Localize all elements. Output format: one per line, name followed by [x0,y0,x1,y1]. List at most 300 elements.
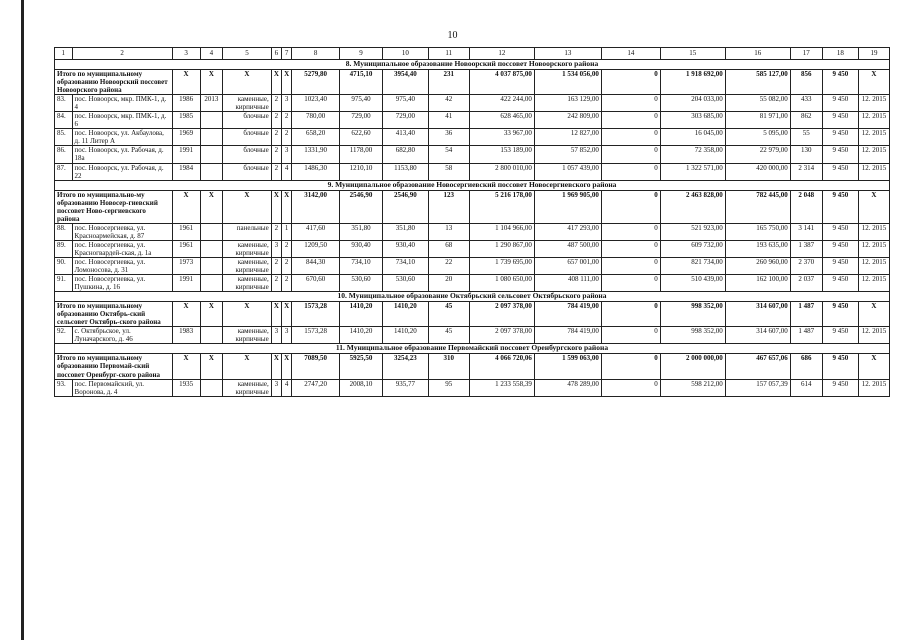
cell-col-4 [200,163,223,180]
total-cell-12: 2 097 378,00 [469,302,534,327]
total-cell-17: 686 [790,354,822,379]
cell-col-14: 0 [601,146,660,163]
cell-col-7: 2 [282,257,292,274]
address-cell: пос. Новоорск, ул. Рабочая, д. 22 [72,163,172,180]
total-cell-8: 7089,50 [292,354,339,379]
cell-col-6: 2 [271,257,281,274]
cell-col-11: 58 [428,163,469,180]
row-number: 93. [55,379,73,396]
table-row [55,379,890,396]
cell-col-10: 1153,80 [383,163,428,180]
cell-col-9: 1410,20 [339,327,382,344]
cell-col-16: 193 635,00 [725,240,790,257]
total-cell-7: X [282,190,292,223]
cell-col-5: каменные, кирпичные [223,275,272,292]
cell-col-7: 3 [282,146,292,163]
cell-col-4 [200,146,223,163]
cell-col-9: 2008,10 [339,379,382,396]
cell-col-7: 3 [282,327,292,344]
cell-col-14: 0 [601,275,660,292]
cell-col-14: 0 [601,327,660,344]
total-label: Итого по муниципальному образованию Первомай-ский поссовет Оренбург-ского района [55,354,173,379]
cell-col-7: 3 [282,95,292,112]
cell-col-13: 408 111,00 [534,275,601,292]
column-number-4: 4 [200,48,223,60]
cell-col-18: 9 450 [822,327,858,344]
cell-col-6: 2 [271,275,281,292]
cell-col-19: 12. 2015 [858,112,889,129]
cell-col-11: 45 [428,327,469,344]
total-cell-10: 3954,40 [383,70,428,95]
cell-col-3: 1961 [172,240,200,257]
cell-col-13: 417 293,00 [534,223,601,240]
column-number-11: 11 [428,48,469,60]
cell-col-14: 0 [601,257,660,274]
total-cell-18: 9 450 [822,190,858,223]
total-cell-8: 3142,00 [292,190,339,223]
total-cell-6: X [271,354,281,379]
cell-col-7: 2 [282,112,292,129]
cell-col-11: 68 [428,240,469,257]
row-number: 92. [55,327,73,344]
cell-col-5: панельные [223,223,272,240]
cell-col-3: 1961 [172,223,200,240]
cell-col-8: 1023,40 [292,95,339,112]
total-cell-12: 4 066 720,06 [469,354,534,379]
cell-col-11: 20 [428,275,469,292]
total-cell-9: 4715,10 [339,70,382,95]
table-body [55,60,890,397]
cell-col-12: 1 233 558,39 [469,379,534,396]
cell-col-4 [200,112,223,129]
cell-col-6: 3 [271,379,281,396]
address-cell: пос. Новосергиевка, ул. Ломоносова, д. 31 [72,257,172,274]
cell-col-4 [200,240,223,257]
cell-col-17: 433 [790,95,822,112]
cell-col-10: 413,40 [383,129,428,146]
cell-col-4 [200,257,223,274]
address-cell: пос. Новоорск, мкр. ПМК-1, д. 4 [72,95,172,112]
cell-col-18: 9 450 [822,146,858,163]
total-cell-13: 1 969 905,00 [534,190,601,223]
address-cell: пос. Новосергиевка, ул. Пушкина, д. 16 [72,275,172,292]
cell-col-16: 22 979,00 [725,146,790,163]
cell-col-13: 657 001,00 [534,257,601,274]
cell-col-9: 1210,10 [339,163,382,180]
total-row [55,70,890,95]
cell-col-13: 163 129,00 [534,95,601,112]
column-number-row [55,48,890,60]
column-number-6: 6 [271,48,281,60]
cell-col-8: 1331,90 [292,146,339,163]
total-cell-6: X [271,302,281,327]
table-row [55,95,890,112]
cell-col-3: 1973 [172,257,200,274]
cell-col-7: 4 [282,379,292,396]
column-number-7: 7 [282,48,292,60]
cell-col-13: 242 809,00 [534,112,601,129]
cell-col-8: 1209,50 [292,240,339,257]
total-cell-3: X [172,190,200,223]
cell-col-12: 1 739 695,00 [469,257,534,274]
table-row [55,327,890,344]
cell-col-12: 2 097 378,00 [469,327,534,344]
cell-col-14: 0 [601,95,660,112]
cell-col-6: 2 [271,112,281,129]
total-cell-15: 998 352,00 [660,302,725,327]
cell-col-9: 530,60 [339,275,382,292]
cell-col-18: 9 450 [822,275,858,292]
column-number-18: 18 [822,48,858,60]
column-number-13: 13 [534,48,601,60]
cell-col-15: 303 685,00 [660,112,725,129]
total-cell-10: 1410,20 [383,302,428,327]
cell-col-11: 95 [428,379,469,396]
section-header-row [55,344,890,354]
table-row [55,112,890,129]
cell-col-11: 22 [428,257,469,274]
total-cell-11: 123 [428,190,469,223]
total-cell-3: X [172,302,200,327]
cell-col-3: 1983 [172,327,200,344]
cell-col-18: 9 450 [822,379,858,396]
cell-col-10: 530,60 [383,275,428,292]
total-label: Итого по муниципально-му образованию Новосер-гиевский поссовет Ново-сергиевского района [55,190,173,223]
cell-col-19: 12. 2015 [858,223,889,240]
total-cell-16: 467 657,06 [725,354,790,379]
cell-col-5: каменные, кирпичные [223,240,272,257]
cell-col-7: 2 [282,240,292,257]
page-number: 10 [447,30,458,41]
total-cell-14: 0 [601,302,660,327]
total-cell-18: 9 450 [822,70,858,95]
column-number-12: 12 [469,48,534,60]
total-cell-17: 2 048 [790,190,822,223]
cell-col-10: 935,77 [383,379,428,396]
section-header-row [55,180,890,190]
column-number-9: 9 [339,48,382,60]
table-row [55,163,890,180]
cell-col-17: 2 314 [790,163,822,180]
cell-col-18: 9 450 [822,95,858,112]
column-number-17: 17 [790,48,822,60]
total-cell-13: 1 534 056,00 [534,70,601,95]
cell-col-15: 821 734,00 [660,257,725,274]
cell-col-6: 2 [271,129,281,146]
cell-col-14: 0 [601,240,660,257]
section-title: 9. Муниципальное образование Новосергиевский поссовет Новосергиевского района [55,180,890,190]
total-cell-6: X [271,190,281,223]
table-row [55,240,890,257]
table-row [55,275,890,292]
cell-col-8: 1486,30 [292,163,339,180]
cell-col-5: каменные, кирпичные [223,327,272,344]
total-cell-19: X [858,190,889,223]
total-cell-11: 231 [428,70,469,95]
cell-col-15: 1 322 571,00 [660,163,725,180]
cell-col-8: 417,60 [292,223,339,240]
total-label: Итого по муниципальному образованию Новоорский поссовет Новоорского района [55,70,173,95]
address-cell: пос. Новоорск, мкр. ПМК-1, д. 6 [72,112,172,129]
address-cell: пос. Первомайский, ул. Воронова, д. 4 [72,379,172,396]
total-cell-17: 856 [790,70,822,95]
cell-col-3: 1991 [172,275,200,292]
total-cell-14: 0 [601,70,660,95]
section-header-row [55,292,890,302]
column-number-2: 2 [72,48,172,60]
cell-col-14: 0 [601,223,660,240]
total-cell-7: X [282,302,292,327]
total-cell-5: X [223,302,272,327]
cell-col-10: 1410,20 [383,327,428,344]
cell-col-6: 2 [271,146,281,163]
cell-col-19: 12. 2015 [858,95,889,112]
cell-col-10: 975,40 [383,95,428,112]
total-cell-3: X [172,70,200,95]
total-row [55,190,890,223]
row-number: 89. [55,240,73,257]
cell-col-15: 16 045,00 [660,129,725,146]
cell-col-16: 165 750,00 [725,223,790,240]
cell-col-10: 930,40 [383,240,428,257]
cell-col-17: 1 487 [790,327,822,344]
cell-col-16: 314 607,00 [725,327,790,344]
row-number: 84. [55,112,73,129]
total-cell-9: 1410,20 [339,302,382,327]
total-cell-9: 2546,90 [339,190,382,223]
row-number: 91. [55,275,73,292]
cell-col-19: 12. 2015 [858,327,889,344]
cell-col-3: 1969 [172,129,200,146]
cell-col-5: блочные [223,163,272,180]
total-cell-8: 5279,80 [292,70,339,95]
total-cell-7: X [282,70,292,95]
cell-col-19: 12. 2015 [858,146,889,163]
cell-col-16: 81 971,00 [725,112,790,129]
cell-col-18: 9 450 [822,223,858,240]
cell-col-16: 157 057,39 [725,379,790,396]
table-row [55,146,890,163]
cell-col-12: 422 244,00 [469,95,534,112]
total-cell-12: 5 216 178,00 [469,190,534,223]
total-label: Итого по муниципальному образованию Октябрь-ский сельсовет Октябрь-ского района [55,302,173,327]
total-cell-19: X [858,302,889,327]
row-number: 90. [55,257,73,274]
cell-col-16: 162 100,00 [725,275,790,292]
table-header [55,48,890,60]
cell-col-15: 72 358,00 [660,146,725,163]
total-cell-16: 314 607,00 [725,302,790,327]
section-header-row [55,60,890,70]
cell-col-13: 784 419,00 [534,327,601,344]
cell-col-7: 4 [282,163,292,180]
total-cell-5: X [223,70,272,95]
cell-col-16: 5 095,00 [725,129,790,146]
binding-edge-line [21,0,24,640]
total-cell-15: 2 000 000,00 [660,354,725,379]
cell-col-3: 1991 [172,146,200,163]
cell-col-19: 12. 2015 [858,379,889,396]
cell-col-9: 729,00 [339,112,382,129]
cell-col-9: 930,40 [339,240,382,257]
total-cell-7: X [282,354,292,379]
cell-col-3: 1984 [172,163,200,180]
total-cell-14: 0 [601,190,660,223]
cell-col-7: 2 [282,129,292,146]
cell-col-8: 780,00 [292,112,339,129]
row-number: 88. [55,223,73,240]
cell-col-11: 42 [428,95,469,112]
cell-col-16: 420 000,00 [725,163,790,180]
cell-col-17: 862 [790,112,822,129]
total-cell-4: X [200,190,223,223]
cell-col-17: 55 [790,129,822,146]
total-cell-4: X [200,302,223,327]
cell-col-6: 2 [271,163,281,180]
cell-col-11: 41 [428,112,469,129]
column-number-15: 15 [660,48,725,60]
total-cell-5: X [223,354,272,379]
cell-col-17: 130 [790,146,822,163]
cell-col-9: 622,60 [339,129,382,146]
total-cell-5: X [223,190,272,223]
cell-col-15: 521 923,00 [660,223,725,240]
cell-col-12: 628 465,00 [469,112,534,129]
total-cell-13: 1 599 063,00 [534,354,601,379]
total-cell-18: 9 450 [822,302,858,327]
total-cell-3: X [172,354,200,379]
cell-col-17: 2 037 [790,275,822,292]
cell-col-13: 57 852,00 [534,146,601,163]
cell-col-11: 54 [428,146,469,163]
housing-register-table [54,47,890,397]
total-cell-11: 45 [428,302,469,327]
cell-col-8: 2747,20 [292,379,339,396]
total-cell-4: X [200,354,223,379]
cell-col-12: 153 189,00 [469,146,534,163]
cell-col-12: 33 967,00 [469,129,534,146]
cell-col-10: 351,80 [383,223,428,240]
cell-col-9: 351,80 [339,223,382,240]
table-row [55,223,890,240]
section-title: 10. Муниципальное образование Октябрьский сельсовет Октябрьского района [55,292,890,302]
cell-col-18: 9 450 [822,257,858,274]
cell-col-3: 1986 [172,95,200,112]
cell-col-18: 9 450 [822,112,858,129]
cell-col-4: 2013 [200,95,223,112]
table-row [55,257,890,274]
cell-col-13: 478 289,00 [534,379,601,396]
section-title: 11. Муниципальное образование Первомайский поссовет Оренбургского района [55,344,890,354]
cell-col-17: 2 370 [790,257,822,274]
row-number: 85. [55,129,73,146]
cell-col-4 [200,129,223,146]
cell-col-13: 487 500,00 [534,240,601,257]
cell-col-17: 1 387 [790,240,822,257]
row-number: 86. [55,146,73,163]
cell-col-8: 844,30 [292,257,339,274]
total-cell-15: 1 918 692,00 [660,70,725,95]
cell-col-12: 1 080 650,00 [469,275,534,292]
total-cell-10: 2546,90 [383,190,428,223]
total-cell-6: X [271,70,281,95]
cell-col-8: 670,60 [292,275,339,292]
cell-col-14: 0 [601,379,660,396]
cell-col-10: 729,00 [383,112,428,129]
address-cell: пос. Новоорск, ул. Рабочая, д. 18а [72,146,172,163]
cell-col-17: 3 141 [790,223,822,240]
cell-col-3: 1985 [172,112,200,129]
cell-col-13: 1 057 439,00 [534,163,601,180]
column-number-5: 5 [223,48,272,60]
cell-col-5: блочные [223,146,272,163]
total-cell-8: 1573,28 [292,302,339,327]
cell-col-9: 734,10 [339,257,382,274]
cell-col-19: 12. 2015 [858,257,889,274]
cell-col-10: 682,80 [383,146,428,163]
column-number-10: 10 [383,48,428,60]
cell-col-19: 12. 2015 [858,129,889,146]
total-cell-15: 2 463 828,00 [660,190,725,223]
column-number-14: 14 [601,48,660,60]
total-row [55,302,890,327]
cell-col-7: 1 [282,223,292,240]
cell-col-9: 1178,00 [339,146,382,163]
cell-col-4 [200,327,223,344]
column-number-19: 19 [858,48,889,60]
total-cell-17: 1 487 [790,302,822,327]
cell-col-8: 658,20 [292,129,339,146]
cell-col-4 [200,223,223,240]
cell-col-8: 1573,28 [292,327,339,344]
cell-col-15: 609 732,00 [660,240,725,257]
cell-col-6: 2 [271,223,281,240]
cell-col-11: 13 [428,223,469,240]
cell-col-19: 12. 2015 [858,275,889,292]
cell-col-9: 975,40 [339,95,382,112]
cell-col-3: 1935 [172,379,200,396]
address-cell: пос. Новосергиевка, ул. Красногвардей-ская, д. 1а [72,240,172,257]
column-number-3: 3 [172,48,200,60]
cell-col-12: 1 290 867,00 [469,240,534,257]
cell-col-18: 9 450 [822,240,858,257]
address-cell: пос. Новоорск, ул. Акбаулова, д. 11 Литер А [72,129,172,146]
cell-col-15: 598 212,00 [660,379,725,396]
row-number: 83. [55,95,73,112]
total-cell-13: 784 419,00 [534,302,601,327]
section-title: 8. Муниципальное образование Новоорский поссовет Новоорского района [55,60,890,70]
cell-col-12: 2 800 010,00 [469,163,534,180]
cell-col-6: 2 [271,95,281,112]
cell-col-19: 12. 2015 [858,163,889,180]
total-cell-16: 585 127,00 [725,70,790,95]
cell-col-12: 1 104 966,00 [469,223,534,240]
cell-col-18: 9 450 [822,163,858,180]
total-cell-19: X [858,354,889,379]
total-cell-4: X [200,70,223,95]
cell-col-4 [200,275,223,292]
total-cell-9: 5925,50 [339,354,382,379]
cell-col-16: 55 082,00 [725,95,790,112]
cell-col-14: 0 [601,129,660,146]
cell-col-10: 734,10 [383,257,428,274]
total-cell-14: 0 [601,354,660,379]
cell-col-4 [200,379,223,396]
address-cell: с. Октябрьское, ул. Луначарского, д. 46 [72,327,172,344]
cell-col-5: каменные, кирпичные [223,95,272,112]
total-cell-18: 9 450 [822,354,858,379]
table-row [55,129,890,146]
